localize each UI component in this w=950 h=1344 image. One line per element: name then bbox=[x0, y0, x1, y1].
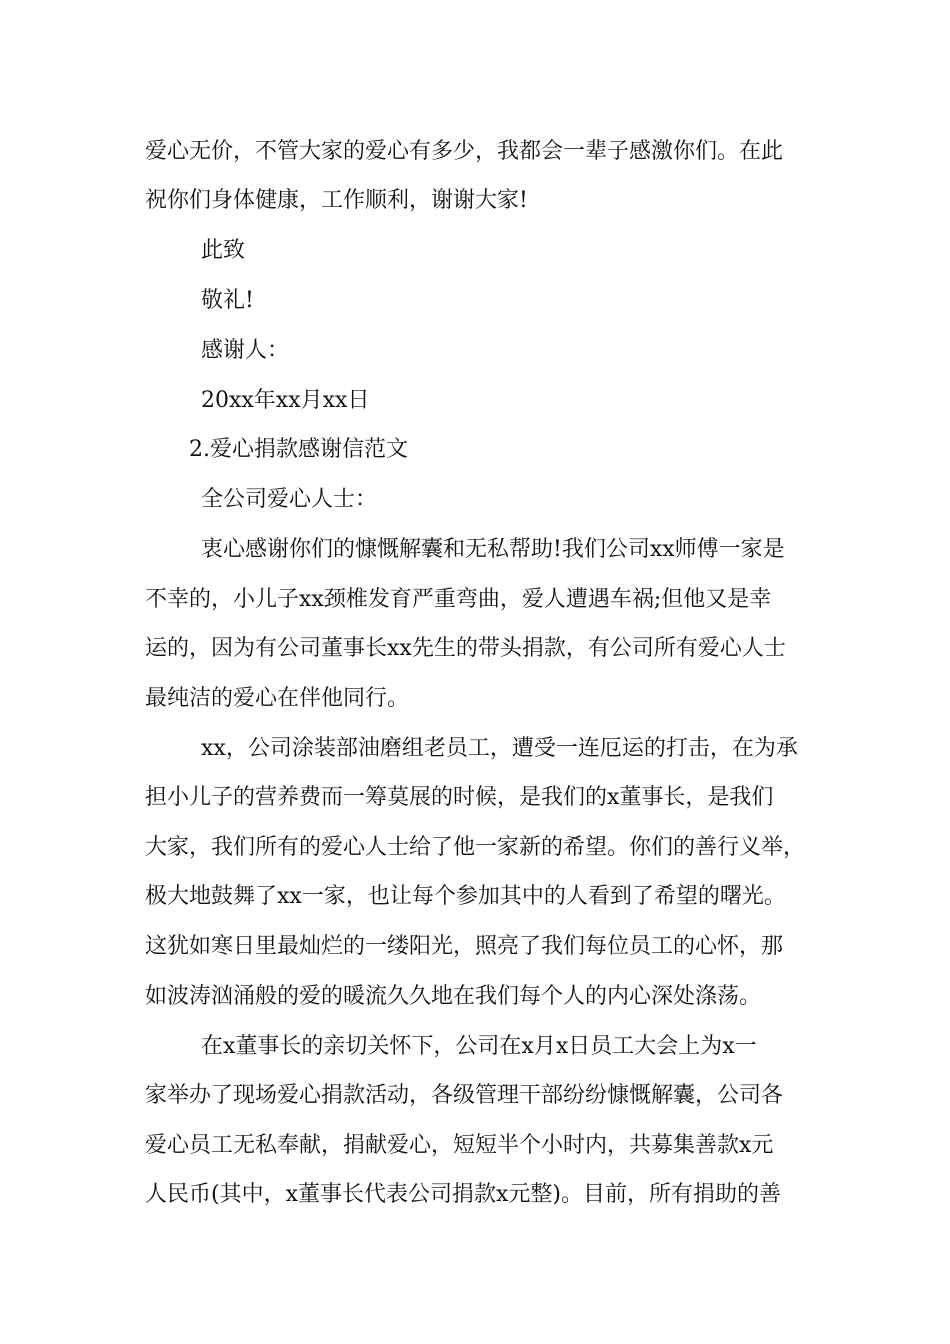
closing-regards: 敬礼! bbox=[201, 288, 254, 313]
signature-label: 感谢人： bbox=[201, 338, 290, 363]
body-text-line: 家举办了现场爱心捐款活动，各级管理干部纷纷慷慨解囊，公司各 bbox=[145, 1083, 784, 1108]
body-text-line: 爱心员工无私奉献，捐献爱心，短短半个小时内，共募集善款x元 bbox=[145, 1133, 774, 1158]
section-heading: 2.爱心捐款感谢信范文 bbox=[189, 437, 408, 462]
body-text-line: 爱心无价，不管大家的爱心有多少，我都会一辈子感激你们。在此 bbox=[145, 139, 784, 164]
date-line: 20xx年xx月xx日 bbox=[201, 388, 370, 413]
closing-salutation: 此致 bbox=[201, 238, 246, 263]
body-text-line: 衷心感谢你们的慷慨解囊和无私帮助!我们公司xx师傅一家是 bbox=[201, 537, 785, 562]
body-text-line: 不幸的，小儿子xx颈椎发育严重弯曲，爱人遭遇车祸;但他又是幸 bbox=[145, 587, 772, 612]
body-text-line: 这犹如寒日里最灿烂的一缕阳光，照亮了我们每位员工的心怀，那 bbox=[145, 934, 784, 959]
body-text-line: 运的，因为有公司董事长xx先生的带头捐款，有公司所有爱心人士 bbox=[145, 636, 786, 661]
greeting-line: 全公司爱心人士： bbox=[201, 487, 378, 512]
body-text-line: 人民币(其中，x董事长代表公司捐款x元整)。目前，所有捐助的善 bbox=[145, 1182, 781, 1207]
body-text-line: 极大地鼓舞了xx一家，也让每个参加其中的人看到了希望的曙光。 bbox=[145, 884, 786, 909]
body-text-line: 在x董事长的亲切关怀下，公司在x月x日员工大会上为x一 bbox=[201, 1034, 757, 1059]
body-text-line: xx，公司涂装部油磨组老员工，遭受一连厄运的打击，在为承 bbox=[201, 736, 798, 761]
body-text-line: 如波涛汹涌般的爱的暖流久久地在我们每个人的内心深处涤荡。 bbox=[145, 984, 762, 1009]
body-text-line: 最纯洁的爱心在伴他同行。 bbox=[145, 686, 410, 711]
body-text-line: 担小儿子的营养费而一筹莫展的时候，是我们的x董事长，是我们 bbox=[145, 785, 774, 810]
body-text-line: 祝你们身体健康，工作顺利，谢谢大家! bbox=[145, 188, 528, 213]
body-text-line: 大家，我们所有的爱心人士给了他一家新的希望。你们的善行义举， bbox=[145, 835, 806, 860]
